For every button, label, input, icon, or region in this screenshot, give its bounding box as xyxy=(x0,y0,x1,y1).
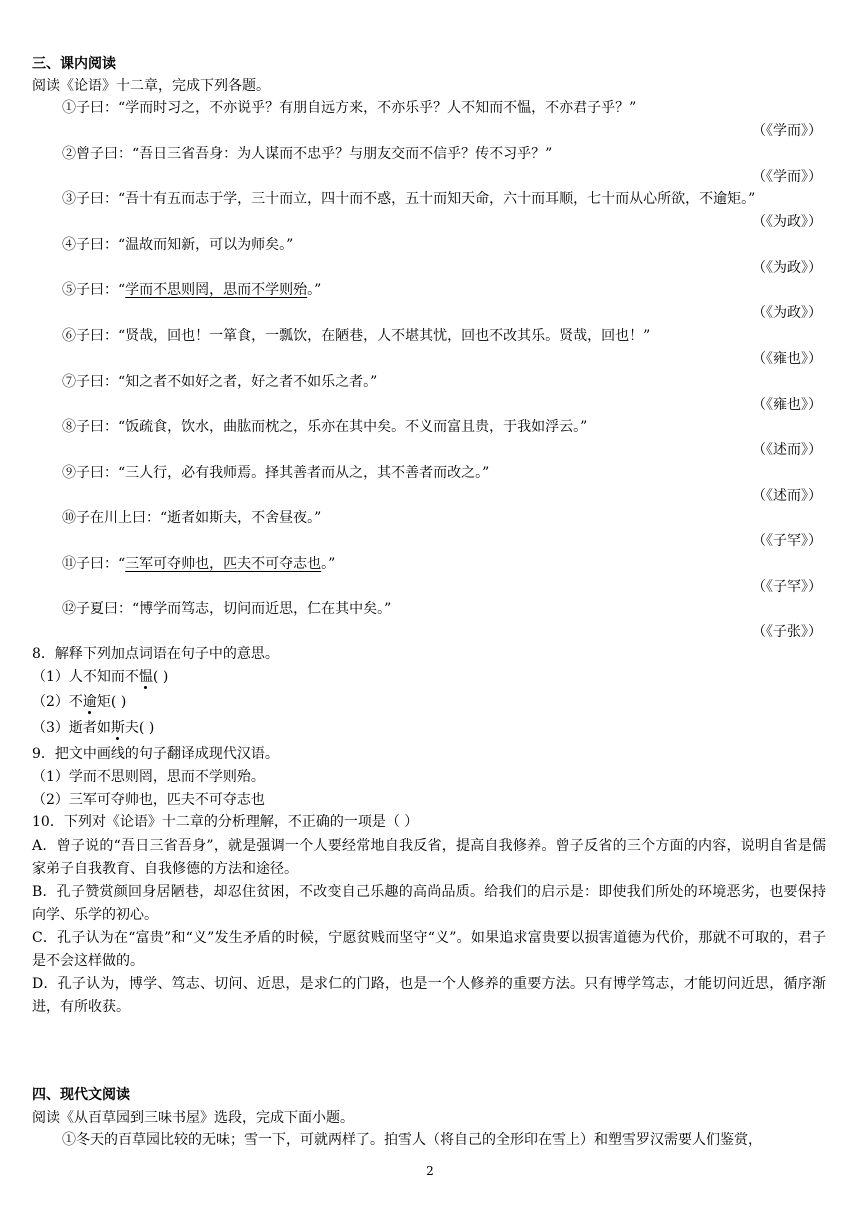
passage-item-11-suffix: 。” xyxy=(321,556,336,572)
dotted-word-3: 斯 xyxy=(110,720,125,736)
question-9-part-1: （1）学而不思则罔，思而不学则殆。 xyxy=(32,769,265,785)
question-10-option-c: C．孔子认为在“富贵”和“义”发生矛盾的时候，宁愿贫贱而坚守“义”。如果追求富贵要以损害道德为代价，那就不可取的，君子是不会这样做的。 xyxy=(32,930,826,969)
section4-intro: 阅读《从百草园到三味书屋》选段，完成下面小题。 xyxy=(32,1110,354,1126)
question-8-stem: 8．解释下列加点词语在句子中的意思。 xyxy=(32,646,279,662)
passage-item-5-suffix: 。” xyxy=(307,282,322,298)
question-9-part-2: （2）三军可夺帅也，匹夫不可夺志也 xyxy=(32,792,265,808)
passage-source-2: （《学而》） xyxy=(752,169,822,185)
dotted-word-1: 愠 xyxy=(138,669,153,685)
passage-item-2: ②曾子曰：“吾日三省吾身：为人谋而不忠乎？与朋友交而不信乎？传不习乎？” xyxy=(62,146,553,162)
question-10-option-b: B．孔子赞赏颜回身居陋巷，却忍住贫困，不改变自己乐趣的高尚品质。给我们的启示是：即使我们所处的环境恶劣，也要保持向学、乐学的初心。 xyxy=(32,884,826,923)
q8-part-1-text: （1）人不知而不 xyxy=(32,669,139,685)
section4-paragraph-1: ①冬天的百草园比较的无味；雪一下，可就两样了。拍雪人（将自己的全形印在雪上）和塑雪罗汉需要人们鉴赏， xyxy=(62,1132,762,1148)
section3-intro: 阅读《论语》十二章，完成下列各题。 xyxy=(32,78,270,94)
passage-source-10: （《子罕》） xyxy=(752,533,822,549)
answer-blank-2: 矩( ) xyxy=(96,694,127,710)
passage-source-12: （《子张》） xyxy=(752,624,822,640)
passage-source-1: （《学而》） xyxy=(752,123,822,139)
passage-item-7: ⑦子曰：“知之者不如好之者，好之者不如乐之者。” xyxy=(62,374,378,390)
passage-source-6: （《雍也》） xyxy=(752,351,822,367)
question-10-option-d: D．孔子认为，博学、笃志、切问、近思，是求仁的门路，也是一个人修养的重要方法。只有博学笃志，才能切问近思，循序渐进，有所收获。 xyxy=(32,976,826,1015)
underlined-sentence-2: 三军可夺帅也，匹夫不可夺志也 xyxy=(125,556,322,572)
q8-part-3-text: （3）逝者如 xyxy=(32,720,111,736)
passage-item-11-prefix: ⑪子曰：“ xyxy=(62,556,126,572)
section4-title: 四、现代文阅读 xyxy=(32,1087,130,1103)
passage-item-4: ④子曰：“温故而知新，可以为师矣。” xyxy=(62,237,294,253)
section3-title: 三、课内阅读 xyxy=(32,56,116,72)
passage-item-5-prefix: ⑤子曰：“ xyxy=(62,282,126,298)
passage-item-10: ⑩子在川上曰：“逝者如斯夫，不舍昼夜。” xyxy=(62,510,322,526)
question-9-stem: 9．把文中画线的句子翻译成现代汉语。 xyxy=(32,746,279,762)
passage-item-8: ⑧子曰：“饭疏食，饮水，曲肱而枕之，乐亦在其中矣。不义而富且贵，于我如浮云。” xyxy=(62,419,588,435)
dotted-word-2: 逾 xyxy=(82,694,97,710)
answer-blank-1: ( ) xyxy=(152,669,169,685)
question-10-option-a: A．曾子说的“吾日三省吾身”，就是强调一个人要经常地自我反省，提高自我修养。曾子反省的三个方面的内容，说明自省是儒家弟子自我教育、自我修德的方法和途径。 xyxy=(32,838,826,877)
q8-part-2-text: （2）不 xyxy=(32,694,83,710)
passage-item-12: ⑫子夏曰：“博学而笃志，切问而近思，仁在其中矣。” xyxy=(62,601,392,617)
answer-blank-3: 夫( ) xyxy=(124,720,155,736)
question-8-part-1 xyxy=(32,668,168,686)
passage-source-7: （《雍也》） xyxy=(752,397,822,413)
passage-source-11: （《子罕》） xyxy=(752,579,822,595)
passage-source-9: （《述而》） xyxy=(752,488,822,504)
passage-source-8: （《述而》） xyxy=(752,442,822,458)
question-10-stem: 10．下列对《论语》十二章的分析理解，不正确的一项是（ ） xyxy=(32,814,419,830)
page-number: 2 xyxy=(426,1164,434,1178)
passage-item-6: ⑥子曰：“贤哉，回也！一箪食，一瓢饮，在陋巷，人不堪其忧，回也不改其乐。贤哉，回也！” xyxy=(62,328,651,344)
passage-item-5 xyxy=(62,281,321,299)
passage-source-4: （《为政》） xyxy=(752,260,822,276)
question-8-part-2 xyxy=(32,693,126,711)
passage-item-11 xyxy=(62,555,335,573)
passage-item-1: ①子曰：“学而时习之，不亦说乎？有朋自远方来，不亦乐乎？人不知而不愠，不亦君子乎？” xyxy=(62,100,637,116)
underlined-sentence-1: 学而不思则罔，思而不学则殆 xyxy=(125,282,308,298)
question-8-part-3 xyxy=(32,719,154,737)
passage-source-5: （《为政》） xyxy=(752,305,822,321)
passage-item-3: ③子曰：“吾十有五而志于学，三十而立，四十而不惑，五十而知天命，六十而耳顺，七十而从心所欲，不逾矩。” xyxy=(62,191,756,207)
passage-item-9: ⑨子曰：“三人行，必有我师焉。择其善者而从之，其不善者而改之。” xyxy=(62,465,490,481)
passage-source-3: （《为政》） xyxy=(752,214,822,230)
